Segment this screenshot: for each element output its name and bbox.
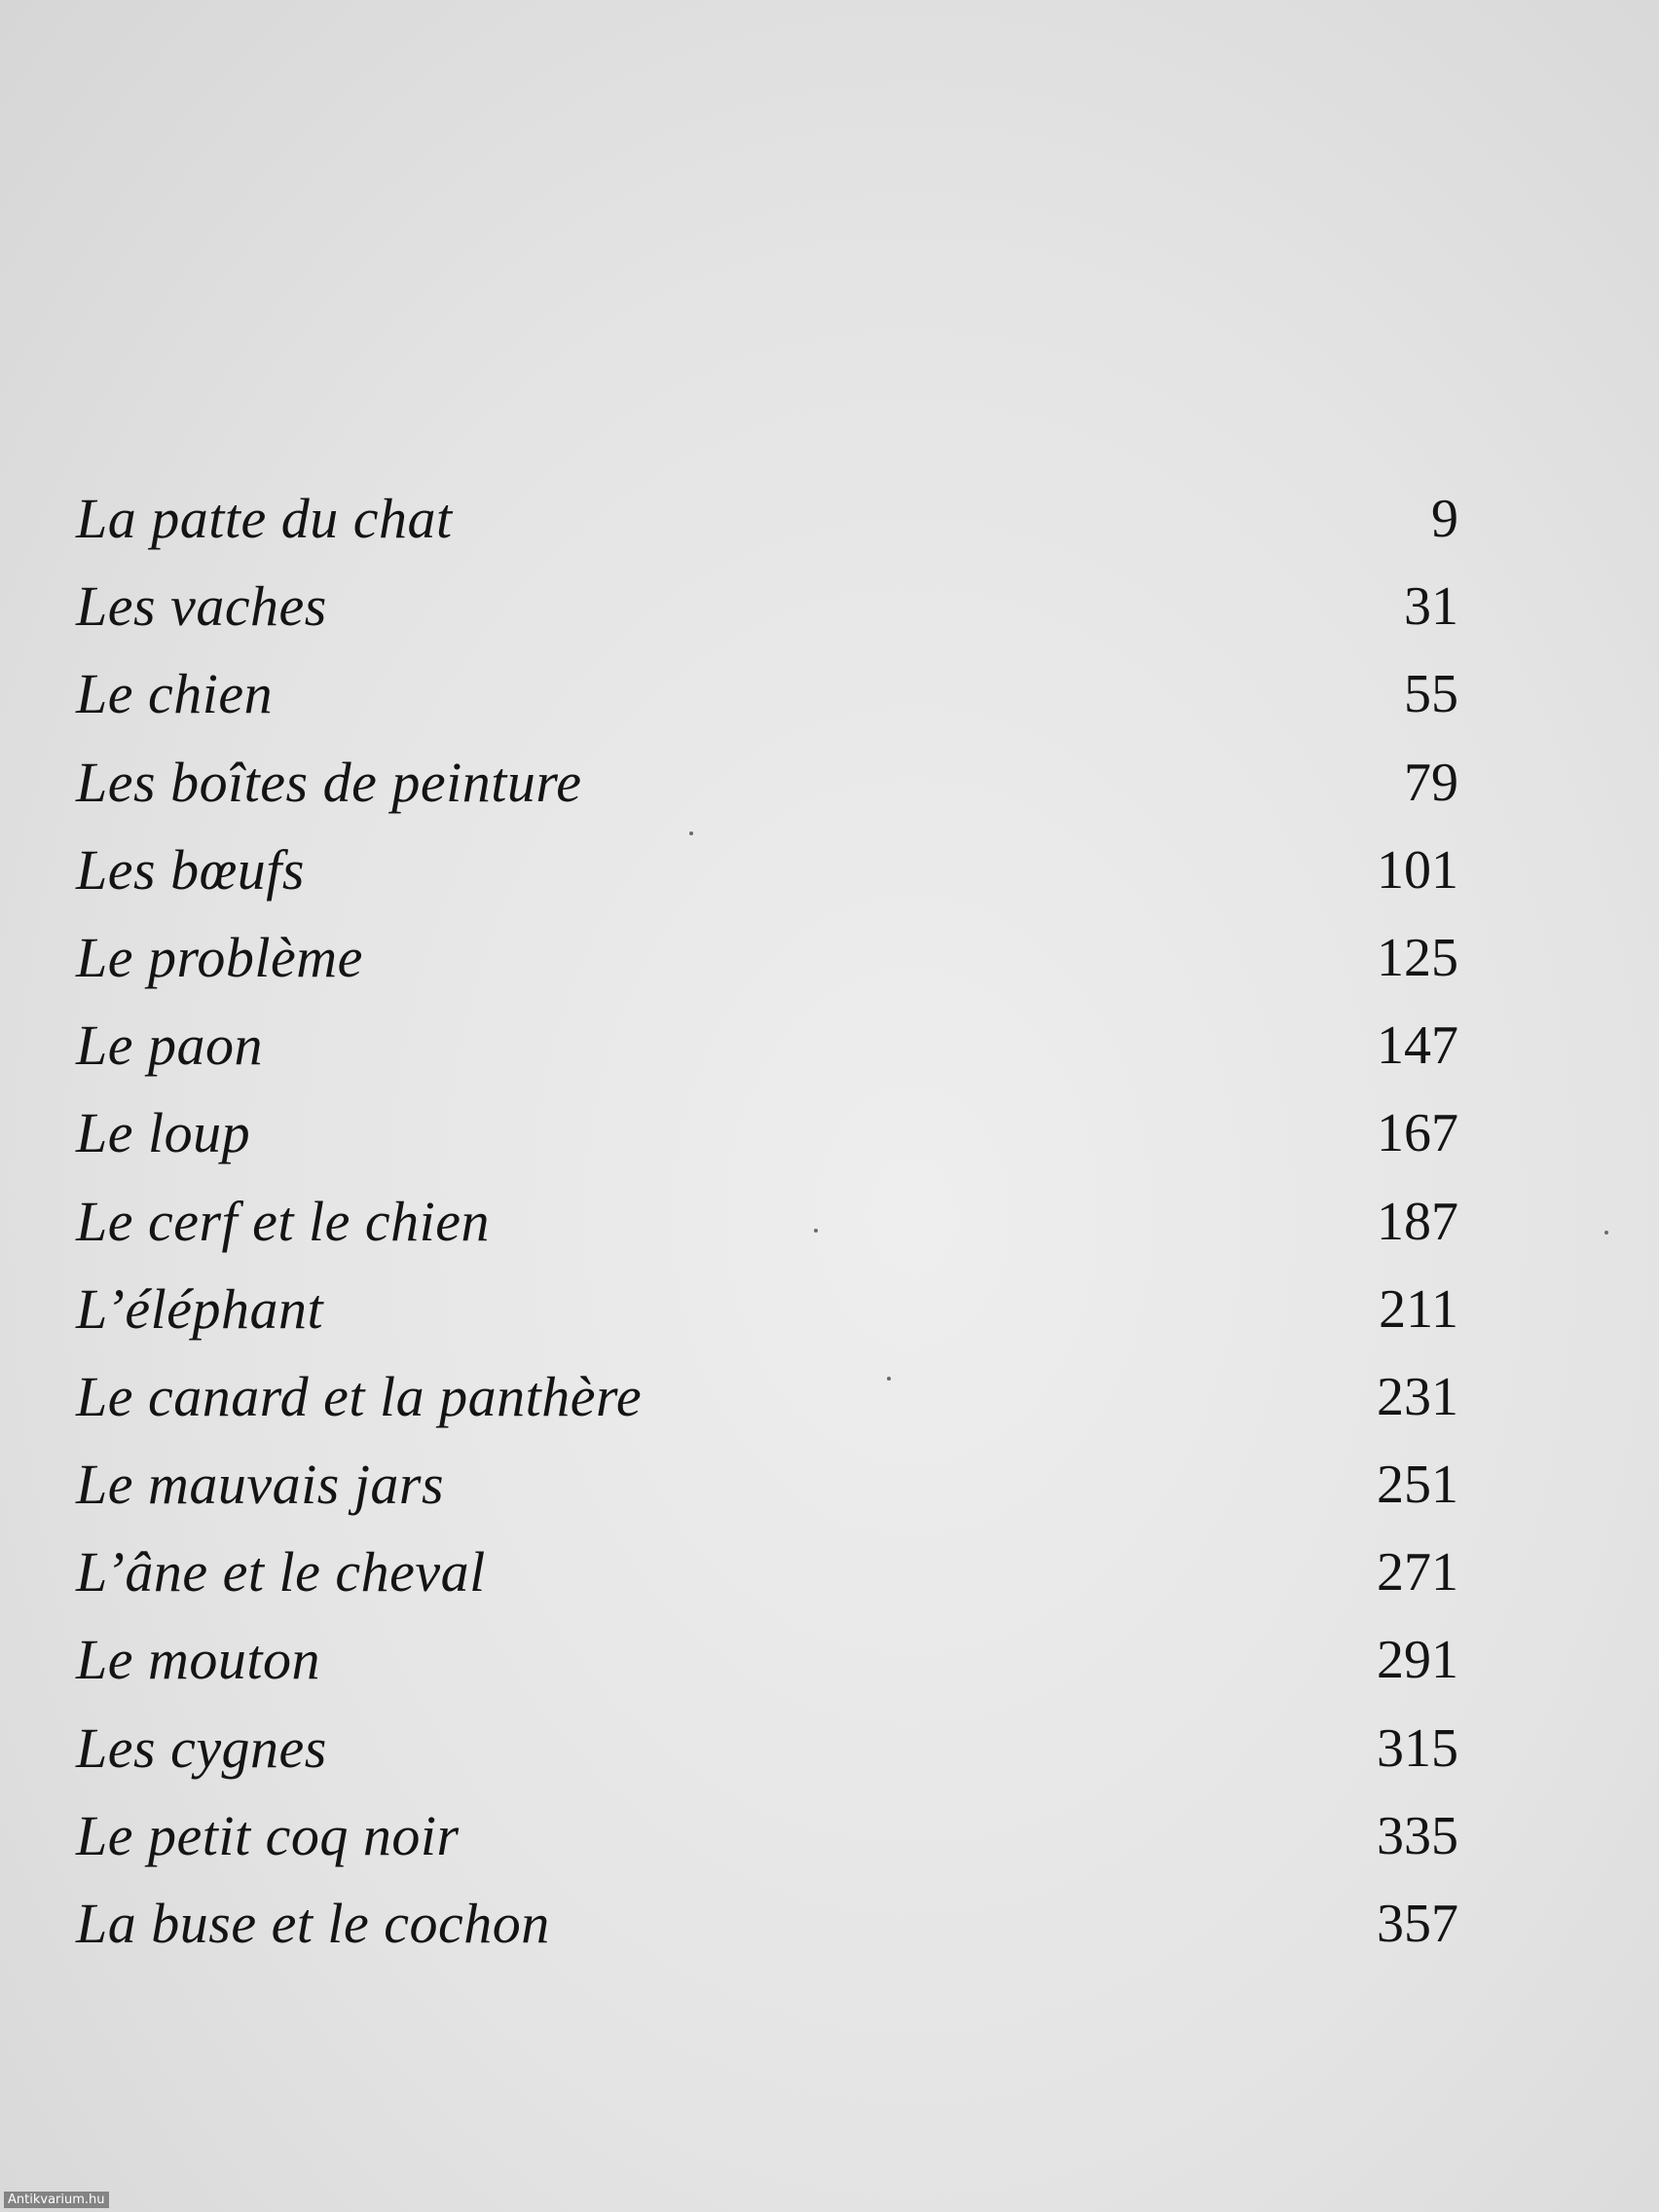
toc-entry-title: Le paon (76, 1014, 263, 1078)
toc-entry-title: Le cerf et le chien (76, 1189, 490, 1253)
toc-entry-title: Les vaches (76, 574, 327, 639)
toc-entry-page: 315 (1377, 1717, 1458, 1779)
toc-entry[interactable] (76, 827, 1458, 914)
toc-entry-title: L’âne et le cheval (76, 1540, 486, 1604)
toc-entry-page: 291 (1377, 1630, 1458, 1691)
paper-speck (1604, 1231, 1608, 1235)
toc-entry-page: 101 (1377, 839, 1458, 901)
toc-entry[interactable] (76, 1441, 1458, 1529)
toc-entry-title: La patte du chat (76, 487, 453, 550)
toc-entry-page: 31 (1404, 576, 1458, 638)
toc-entry-title: Le mouton (76, 1628, 320, 1692)
toc-entry-page: 125 (1377, 927, 1458, 988)
toc-entry[interactable] (76, 650, 1458, 738)
toc-entry-title: La buse et le cochon (76, 1892, 550, 1955)
toc-entry[interactable] (76, 475, 1458, 563)
toc-entry[interactable] (76, 563, 1458, 650)
toc-entry[interactable] (76, 1353, 1458, 1441)
toc-entry-page: 147 (1377, 1015, 1458, 1077)
toc-entry[interactable] (76, 1792, 1458, 1880)
toc-entry[interactable] (76, 1002, 1458, 1089)
toc-entry-title: L’éléphant (76, 1276, 324, 1341)
toc-entry[interactable] (76, 1089, 1458, 1177)
toc-entry[interactable] (76, 1616, 1458, 1704)
toc-entry[interactable] (76, 739, 1458, 827)
toc-entry-page: 231 (1377, 1366, 1458, 1427)
toc-entry-page: 55 (1404, 664, 1458, 725)
toc-entry-title: Le petit coq noir (76, 1803, 460, 1867)
toc-entry[interactable] (76, 1178, 1458, 1266)
toc-entry-page: 271 (1377, 1542, 1458, 1604)
toc-entry-page: 251 (1377, 1455, 1458, 1516)
toc-entry-page: 335 (1377, 1805, 1458, 1866)
toc-entry-title: Les boîtes de peinture (76, 750, 582, 814)
table-of-contents (76, 475, 1458, 1968)
toc-entry-title: Le mauvais jars (76, 1453, 445, 1517)
toc-entry-title: Le chien (76, 662, 274, 726)
toc-entry[interactable] (76, 1529, 1458, 1616)
toc-entry[interactable] (76, 1705, 1458, 1792)
toc-entry-title: Le loup (76, 1101, 251, 1165)
toc-entry[interactable] (76, 914, 1458, 1002)
toc-entry-page: 9 (1431, 489, 1458, 549)
toc-entry-title: Le canard et la panthère (76, 1364, 643, 1428)
watermark: Antikvarium.hu (4, 2192, 109, 2208)
toc-entry-page: 211 (1379, 1278, 1458, 1340)
toc-entry-page: 357 (1377, 1894, 1458, 1954)
toc-entry-title: Les bœufs (76, 837, 305, 902)
toc-entry-page: 79 (1404, 752, 1458, 813)
toc-entry[interactable] (76, 1880, 1458, 1968)
toc-entry-page: 167 (1377, 1103, 1458, 1164)
toc-entry-title: Le problème (76, 925, 363, 989)
toc-entry[interactable] (76, 1266, 1458, 1353)
toc-entry-page: 187 (1377, 1191, 1458, 1252)
toc-entry-title: Les cygnes (76, 1715, 327, 1780)
